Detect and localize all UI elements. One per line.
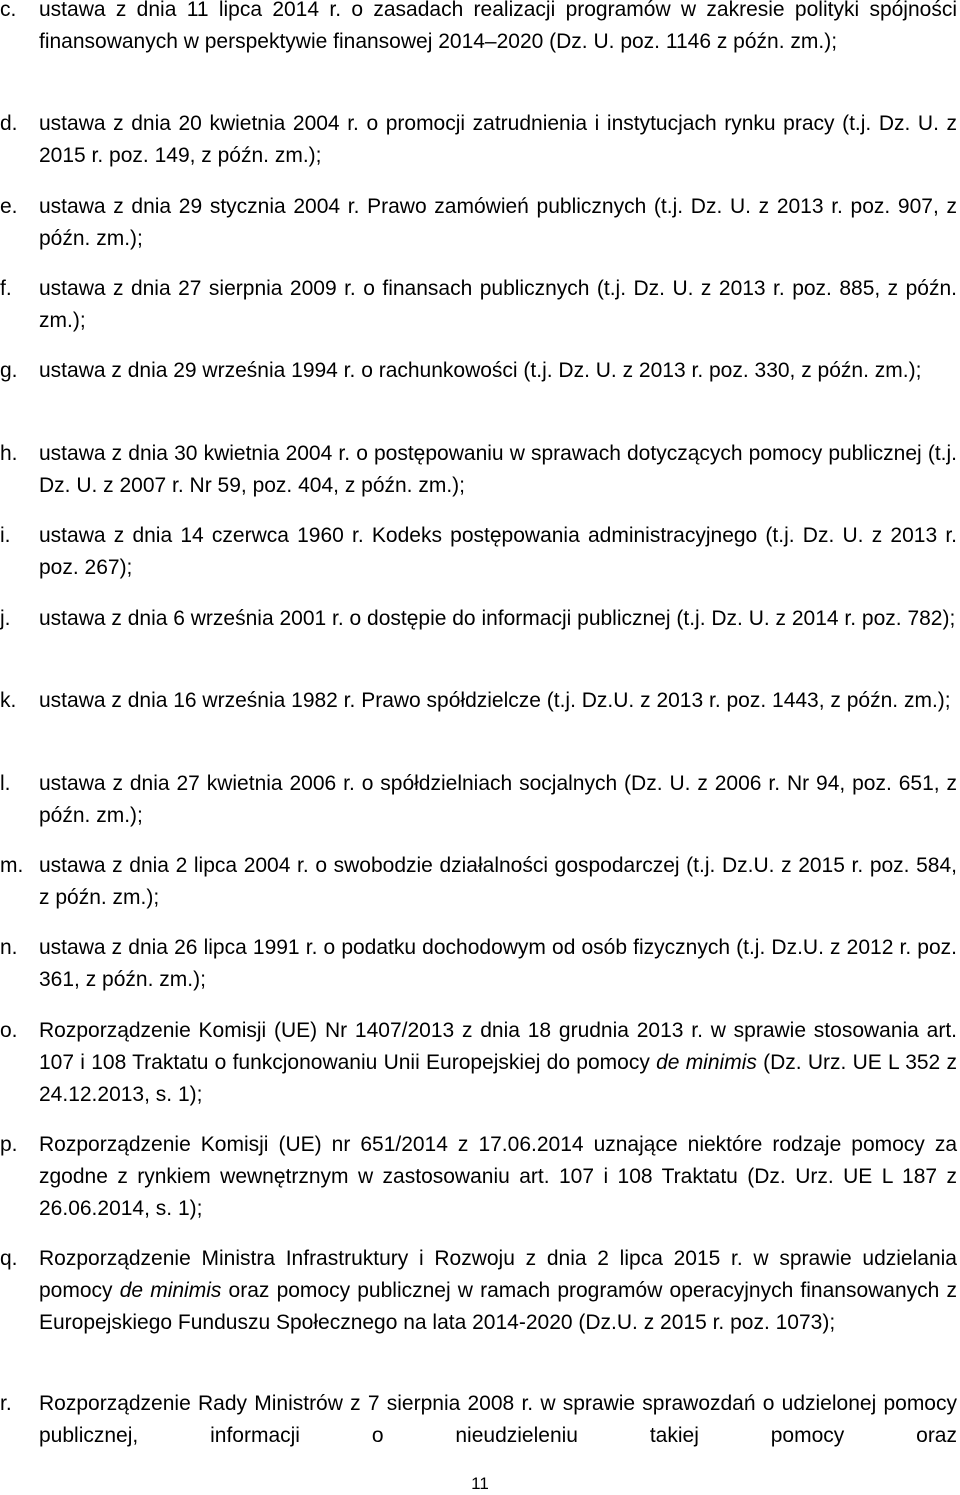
- list-item-text: ustawa z dnia 29 stycznia 2004 r. Prawo zamówień publicznych (t.j. Dz. U. z 2013 r. poz. 907, z późn. zm.);: [39, 195, 957, 250]
- list-item-text: ustawa z dnia 27 kwietnia 2006 r. o spółdzielniach socjalnych (Dz. U. z 2006 r. Nr 94, poz. 651, z późn. zm.);: [39, 772, 957, 827]
- text-segment: (Dz. Urz. UE L 352 z 24.12.2013, s. 1);: [39, 1051, 957, 1106]
- list-item-text: [39, 1243, 957, 1339]
- list-marker: k.: [0, 689, 17, 712]
- page-number: 11: [471, 1474, 489, 1493]
- list-item-text: ustawa z dnia 26 lipca 1991 r. o podatku dochodowym od osób fizycznych (t.j. Dz.U. z 2012 r. poz. 361, z późn. zm.);: [39, 936, 957, 991]
- italic-term: de minimis: [119, 1279, 222, 1302]
- list-marker: n.: [0, 936, 18, 959]
- text-segment: Rozporządzenie Komisji (UE) Nr 1407/2013 z dnia 18 grudnia 2013 r. w sprawie stosowania art. 107 i 108 Traktatu o funkcjonowaniu Unii Europejskiej do pomocy: [39, 1019, 957, 1074]
- list-marker: r.: [0, 1392, 12, 1415]
- list-marker: h.: [0, 442, 18, 465]
- text-segment: oraz pomocy publicznej w ramach programów operacyjnych finansowanych z Europejskiego Funduszu Społecznego na lata 2014-2020 (Dz.U. z 2015 r. poz. 1073);: [39, 1279, 958, 1334]
- list-item-text: ustawa z dnia 20 kwietnia 2004 r. o promocji zatrudnienia i instytucjach rynku pracy (t.j. Dz. U. z 2015 r. poz. 149, z późn. zm.);: [39, 112, 957, 167]
- italic-term: de minimis: [656, 1051, 757, 1074]
- list-marker: p.: [0, 1133, 18, 1156]
- list-item-text: Rozporządzenie Komisji (UE) nr 651/2014 z 17.06.2014 uznające niektóre rodzaje pomocy za zgodne z rynkiem wewnętrznym w zastosowaniu art. 107 i 108 Traktatu (Dz. Urz. UE L 187 z 26.06.2014, s. 1);: [39, 1133, 957, 1220]
- list-marker: i.: [0, 524, 11, 547]
- list-item-text: [39, 1015, 957, 1111]
- list-item-text: ustawa z dnia 16 września 1982 r. Prawo spółdzielcze (t.j. Dz.U. z 2013 r. poz. 1443, z późn. zm.);: [39, 689, 951, 712]
- list-marker: g.: [0, 359, 18, 382]
- list-marker: m.: [0, 854, 24, 877]
- list-marker: f.: [0, 277, 12, 300]
- list-item-text: ustawa z dnia 30 kwietnia 2004 r. o postępowaniu w sprawach dotyczących pomocy publicznej (t.j. Dz. U. z 2007 r. Nr 59, poz. 404, z późn. zm.);: [39, 442, 957, 497]
- list-item-text: ustawa z dnia 27 sierpnia 2009 r. o finansach publicznych (t.j. Dz. U. z 2013 r. poz. 885, z późn. zm.);: [39, 277, 957, 332]
- list-item-text: ustawa z dnia 2 lipca 2004 r. o swobodzie działalności gospodarczej (t.j. Dz.U. z 2015 r. poz. 584, z późn. zm.);: [39, 854, 957, 909]
- list-marker: e.: [0, 195, 18, 218]
- list-marker: q.: [0, 1247, 18, 1270]
- list-marker: j.: [0, 607, 11, 630]
- list-marker: o.: [0, 1019, 18, 1042]
- list-marker: c.: [0, 0, 17, 21]
- list-marker: d.: [0, 112, 18, 135]
- list-item-text: ustawa z dnia 11 lipca 2014 r. o zasadach realizacji programów w zakresie polityki spójności finansowanych w perspektywie finansowej 2014–2020 (Dz. U. poz. 1146 z późn. zm.);: [39, 0, 957, 53]
- list-item-text: ustawa z dnia 6 września 2001 r. o dostępie do informacji publicznej (t.j. Dz. U. z 2014 r. poz. 782);: [39, 607, 956, 630]
- list-item-text: ustawa z dnia 14 czerwca 1960 r. Kodeks postępowania administracyjnego (t.j. Dz. U. z 2013 r. poz. 267);: [39, 524, 957, 579]
- text-segment: Rozporządzenie Ministra Infrastruktury i Rozwoju z dnia 2 lipca 2015 r. w sprawie udzielania pomocy: [39, 1247, 957, 1302]
- list-item-text: Rozporządzenie Rady Ministrów z 7 sierpnia 2008 r. w sprawie sprawozdań o udzielonej pomocy publicznej, informacji o nieudzieleniu takiej pomocy oraz: [39, 1392, 957, 1447]
- list-marker: l.: [0, 772, 11, 795]
- list-item-text: ustawa z dnia 29 września 1994 r. o rachunkowości (t.j. Dz. U. z 2013 r. poz. 330, z późn. zm.);: [39, 359, 922, 382]
